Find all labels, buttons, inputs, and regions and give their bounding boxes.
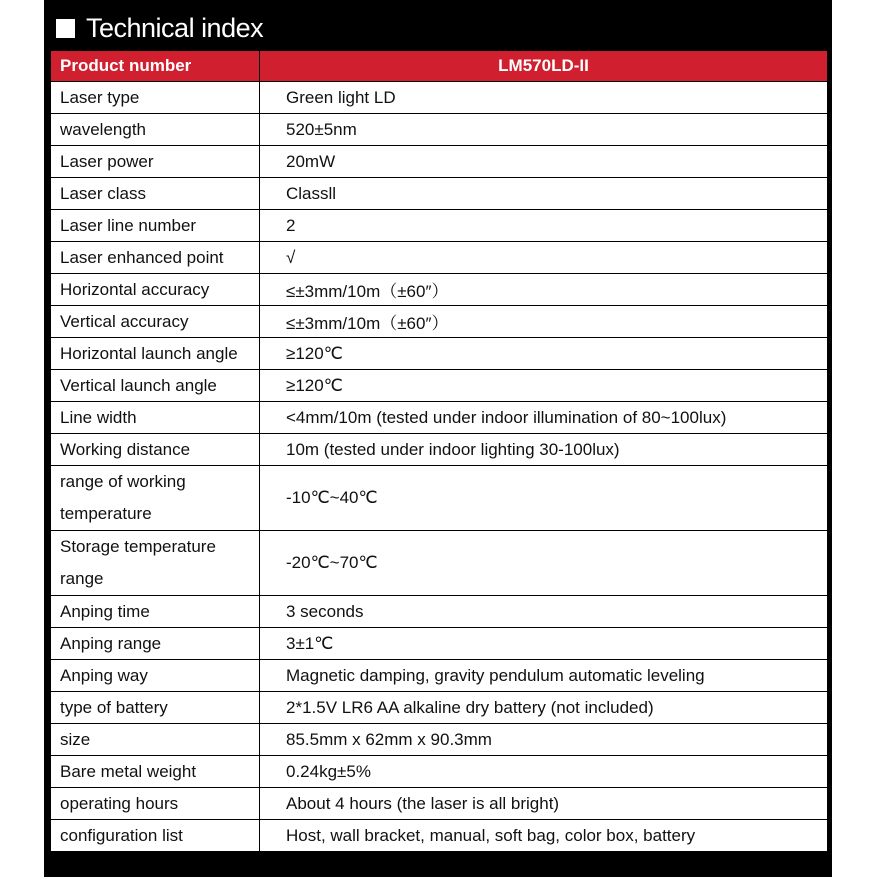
section-title: Technical index (86, 12, 264, 43)
row-value: Classll (260, 178, 828, 210)
row-label: configuration list (51, 820, 260, 852)
row-label: operating hours (51, 788, 260, 820)
row-value: Magnetic damping, gravity pendulum automatic leveling (260, 660, 828, 692)
row-label: Anping way (51, 660, 260, 692)
table-row (51, 146, 828, 178)
table-row (51, 628, 828, 660)
table-row (51, 306, 828, 338)
row-value: -20℃~70℃ (260, 531, 828, 596)
table-row (51, 466, 828, 531)
row-label: wavelength (51, 114, 260, 146)
table-row (51, 724, 828, 756)
row-value: 85.5mm x 62mm x 90.3mm (260, 724, 828, 756)
row-label: size (51, 724, 260, 756)
row-value: 3 seconds (260, 596, 828, 628)
table-row (51, 178, 828, 210)
table-row (51, 338, 828, 370)
row-label: Anping time (51, 596, 260, 628)
table-row (51, 531, 828, 596)
row-value: Green light LD (260, 82, 828, 114)
row-label: Laser power (51, 146, 260, 178)
row-label: Vertical accuracy (51, 306, 260, 338)
table-row (51, 210, 828, 242)
row-value: 2*1.5V LR6 AA alkaline dry battery (not included) (260, 692, 828, 724)
row-label: Line width (51, 402, 260, 434)
row-value: 520±5nm (260, 114, 828, 146)
table-header-row (51, 51, 828, 82)
row-value: 3±1℃ (260, 628, 828, 660)
spec-table (50, 50, 828, 852)
row-label: Horizontal launch angle (51, 338, 260, 370)
row-label: range of working temperature (51, 466, 260, 531)
row-value: ≥120℃ (260, 370, 828, 402)
header-value: LM570LD-II (260, 51, 828, 82)
table-row (51, 274, 828, 306)
row-value: -10℃~40℃ (260, 466, 828, 531)
table-row (51, 756, 828, 788)
table-row (51, 660, 828, 692)
row-label: Laser class (51, 178, 260, 210)
row-label: Laser type (51, 82, 260, 114)
row-label: Bare metal weight (51, 756, 260, 788)
row-label: Laser line number (51, 210, 260, 242)
table-row (51, 242, 828, 274)
row-label: Horizontal accuracy (51, 274, 260, 306)
row-value: Host, wall bracket, manual, soft bag, color box, battery (260, 820, 828, 852)
spec-panel (44, 0, 832, 877)
row-label: type of battery (51, 692, 260, 724)
square-bullet-icon (56, 19, 75, 38)
row-value: ≥120℃ (260, 338, 828, 370)
row-value: 2 (260, 210, 828, 242)
row-label: Vertical launch angle (51, 370, 260, 402)
row-value: 0.24kg±5% (260, 756, 828, 788)
row-value: 20mW (260, 146, 828, 178)
row-label: Anping range (51, 628, 260, 660)
row-label: Working distance (51, 434, 260, 466)
table-row (51, 434, 828, 466)
row-value: ≤±3mm/10m（±60″） (260, 274, 828, 306)
header-label: Product number (51, 51, 260, 82)
row-label: Storage temperature range (51, 531, 260, 596)
row-label: Laser enhanced point (51, 242, 260, 274)
row-value: About 4 hours (the laser is all bright) (260, 788, 828, 820)
table-row (51, 82, 828, 114)
row-value: 10m (tested under indoor lighting 30-100lux) (260, 434, 828, 466)
table-row (51, 692, 828, 724)
row-value: √ (260, 242, 828, 274)
row-value: ≤±3mm/10m（±60″） (260, 306, 828, 338)
table-row (51, 820, 828, 852)
table-row (51, 370, 828, 402)
row-value: <4mm/10m (tested under indoor illumination of 80~100lux) (260, 402, 828, 434)
table-row (51, 788, 828, 820)
table-row (51, 402, 828, 434)
table-row (51, 114, 828, 146)
section-header (56, 8, 263, 48)
table-row (51, 596, 828, 628)
